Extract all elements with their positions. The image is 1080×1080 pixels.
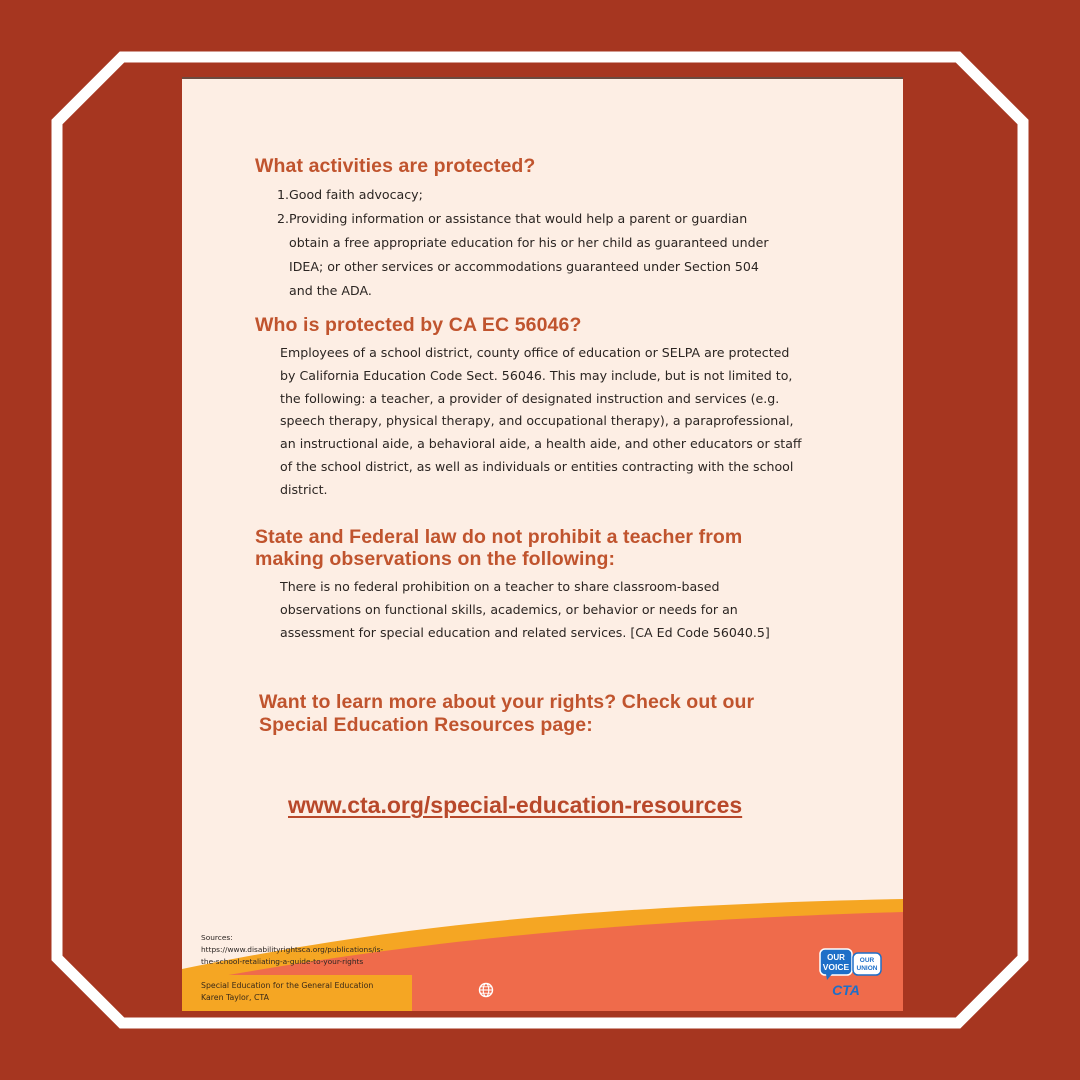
list-item-text: Providing information or assistance that would help a parent or guardian <box>289 211 748 226</box>
list-number: 2. <box>277 211 290 226</box>
list-item-text: Good faith advocacy; <box>289 187 423 202</box>
paragraph-line: speech therapy, physical therapy, and occupational therapy), a paraprofessional, <box>280 413 794 429</box>
paragraph-line: by California Education Code Sect. 56046. This may include, but is not limited to, <box>280 367 793 383</box>
sources-label: Sources: <box>201 933 233 942</box>
list-item-text: obtain a free appropriate education for his or her child as guaranteed under <box>289 235 769 250</box>
document-page <box>182 77 903 1011</box>
list-item-text: and the ADA. <box>289 283 372 298</box>
resources-link[interactable]: www.cta.org/special-education-resources <box>288 792 743 818</box>
logo-our-voice-2: VOICE <box>822 962 850 972</box>
logo-brand: CTA <box>832 982 860 998</box>
cta-logo <box>818 947 886 1001</box>
footer-wave <box>182 77 903 1011</box>
paragraph-line: an instructional aide, a behavioral aide, a health aide, and other educators or staff <box>280 436 802 452</box>
logo-our-voice-1: OUR <box>827 953 845 962</box>
logo-our-union-2: UNION <box>856 965 878 972</box>
list-number: 1. <box>277 187 290 202</box>
sources-line: the-school-retaliating-a-guide-to-your-rights <box>201 957 364 966</box>
heading-line: State and Federal law do not prohibit a teacher from <box>255 526 743 548</box>
heading-protected-activities: What activities are protected? <box>255 155 536 177</box>
sources-block <box>201 932 461 968</box>
paragraph-line: Employees of a school district, county office of education or SELPA are protected <box>280 345 790 360</box>
paragraph-line: of the school district, as well as individuals or entities contracting with the school <box>280 458 794 474</box>
list-item-text: IDEA; or other services or accommodations guaranteed under Section 504 <box>289 259 759 274</box>
logo-our-union-1: OUR <box>859 957 875 964</box>
heading-line: Special Education Resources page: <box>259 714 593 736</box>
heading-who-is-protected: Who is protected by CA EC 56046? <box>255 314 582 336</box>
heading-line: making observations on the following: <box>255 548 616 570</box>
footer-author: Karen Taylor, CTA <box>201 992 269 1002</box>
paragraph-line: There is no federal prohibition on a teacher to share classroom-based <box>280 579 720 594</box>
heading-line: Want to learn more about your rights? Check out our <box>259 691 755 713</box>
paragraph-line: district. <box>280 481 328 497</box>
sources-line: https://www.disabilityrightsca.org/publications/is- <box>201 945 384 954</box>
paragraph-line: the following: a teacher, a provider of designated instruction and services (e.g. <box>280 390 780 406</box>
paragraph-line: observations on functional skills, academics, or behavior or needs for an <box>280 601 738 617</box>
footer-title: Special Education for the General Education <box>201 981 374 990</box>
globe-icon[interactable] <box>478 982 494 998</box>
paragraph-line: assessment for special education and related services. [CA Ed Code 56040.5] <box>280 624 770 640</box>
footer-credit <box>201 980 441 1003</box>
